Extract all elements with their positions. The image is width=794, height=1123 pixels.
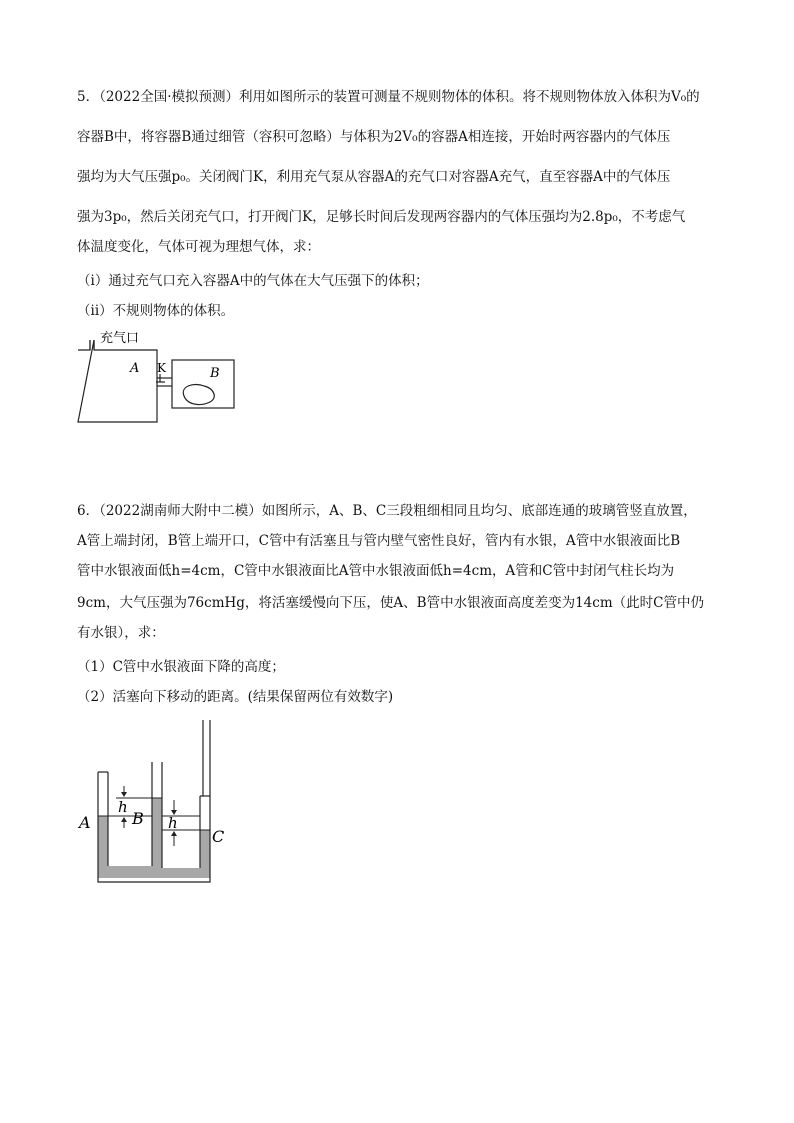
label-tube-c: C <box>212 827 225 846</box>
container-b-label: B <box>210 366 220 381</box>
q5-line-2: 容器B中，将容器B通过细管（容积可忽略）与体积为2V₀的容器A相连接，开始时两容器内的气体压 <box>77 129 671 145</box>
q6-line-3: 管中水银液面低h=4cm，C管中水银液面比A管中水银液面低h=4cm，A管和C管中封闭气柱长均为 <box>77 563 675 579</box>
q5-line-4: 强为3p₀，然后关闭充气口，打开阀门K，足够长时间后发现两容器内的气体压强均为2.8p₀，不考虑气 <box>77 209 686 225</box>
container-a-outline <box>78 340 157 422</box>
container-b-outline <box>172 360 234 408</box>
container-a-label: A <box>130 361 140 376</box>
q6-line-5: 有水银），求： <box>77 625 165 641</box>
q6-line-2: A管上端封闭，B管上端开口，C管中有活塞且与管内壁气密性良好，管内有水银，A管中水银液面比B <box>77 533 681 549</box>
q5-line-1: 5．（2022全国·模拟预测）利用如图所示的装置可测量不规则物体的体积。将不规则物体放入体积为V₀的 <box>77 89 700 105</box>
arrow-h1-top-head <box>121 792 127 797</box>
q5-sub-question-2: （ii）不规则物体的体积。 <box>77 303 235 319</box>
q6-line-4: 9cm，大气压强为76cmHg，将活塞缓慢向下压，使A、B管中水银液面高度差变为14cm（此时C管中仍 <box>77 595 704 611</box>
q6-sub-question-2: （2）活塞向下移动的距离。(结果保留两位有效数字) <box>77 689 394 705</box>
q5-line-3: 强均为大气压强p₀。关闭阀门K，利用充气泵从容器A的充气口对容器A充气，直至容器A中的气体压 <box>77 169 671 185</box>
q5-line-5: 体温度变化，气体可视为理想气体，求： <box>77 239 320 255</box>
arrow-h1-bottom-head <box>121 817 127 822</box>
q5-sub-question-1: （i）通过充气口充入容器A中的气体在大气压强下的体积； <box>77 273 429 289</box>
valve-k-label: K <box>157 361 166 375</box>
label-tube-b: B <box>132 809 144 828</box>
inlet-label: 充气口 <box>100 331 140 346</box>
label-tube-a: A <box>79 813 91 832</box>
q6-tube-diagram <box>76 716 236 888</box>
mercury-fill <box>98 798 210 878</box>
q6-line-1: 6．（2022湖南师大附中二模）如图所示，A、B、C三段粗细相同且均匀、底部连通的玻璃管竖直放置， <box>77 503 697 519</box>
q5-apparatus-diagram <box>72 322 242 428</box>
irregular-object <box>183 384 214 404</box>
label-h-left: h <box>118 798 128 816</box>
label-h-right: h <box>168 814 178 832</box>
q6-sub-question-1: （1）C管中水银液面下降的高度； <box>77 659 285 675</box>
